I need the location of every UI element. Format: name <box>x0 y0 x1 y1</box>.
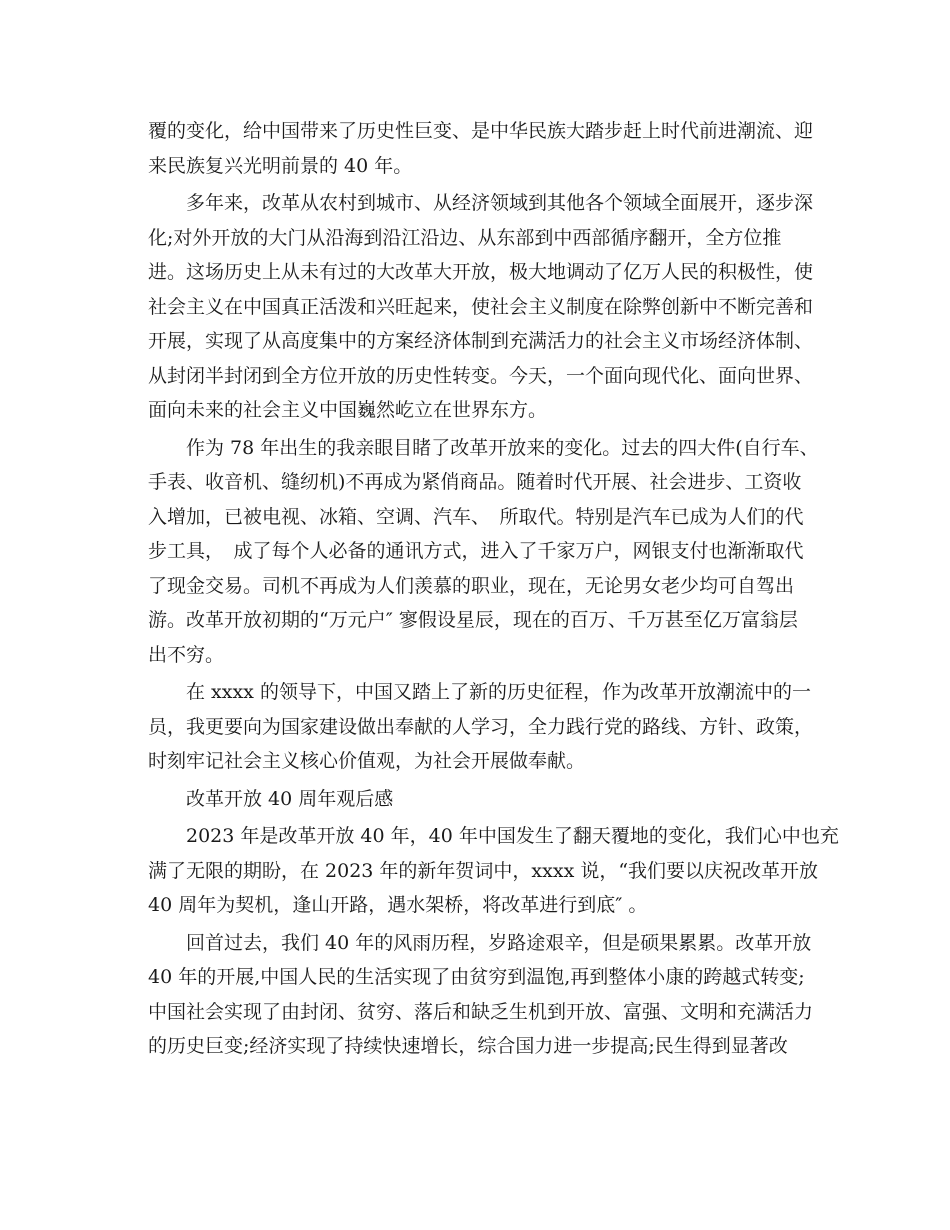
text-line: 作为 78 年出生的我亲眼目睹了改革开放来的变化。过去的四大件(自行车、 <box>186 436 819 459</box>
document-body <box>148 114 839 1064</box>
text-line: 40 年的开展,中国人民的生活实现了由贫穷到温饱,再到整体小康的跨越式转变; <box>148 966 805 988</box>
text-line: 在 xxxx 的领导下，中国又踏上了新的历史征程，作为改革开放潮流中的一 <box>186 681 811 703</box>
text-line: 的历史巨变;经济实现了持续快速增长，综合国力进一步提高;民生得到显著改 <box>148 1035 788 1057</box>
text-line: 面向未来的社会主义中国巍然屹立在世界东方。 <box>148 399 548 421</box>
text-line: 出不穷。 <box>148 643 225 666</box>
text-line: 步工具， 成了每个人必备的通讯方式，进入了千家万户，网银支付也渐渐取代 <box>148 540 804 562</box>
text-line: 中国社会实现了由封闭、贫穷、落后和缺乏生机到开放、富强、文明和充满活力 <box>148 1000 814 1023</box>
text-line: 改革开放 40 周年观后感 <box>186 787 394 810</box>
text-line: 入增加，已被电视、冰箱、空调、汽车、 所取代。特别是汽车已成为人们的代 <box>148 505 804 528</box>
text-line: 来民族复兴光明前景的 40 年。 <box>148 154 413 177</box>
text-line: 回首过去，我们 40 年的风雨历程，岁路途艰辛，但是硕果累累。改革开放 <box>186 931 812 954</box>
text-line: 多年来，改革从农村到城市、从经济领域到其他各个领域全面展开，逐步深 <box>186 192 814 214</box>
text-line: 2023 年是改革开放 40 年，40 年中国发生了翻天覆地的变化，我们心中也充 <box>186 825 839 847</box>
text-line: 40 周年为契机，逢山开路，遇水架桥，将改革进行到底″ 。 <box>148 894 648 916</box>
text-line: 开展，实现了从高度集中的方案经济体制到充满活力的社会主义市场经济体制、 <box>148 330 814 352</box>
text-line: 进。这场历史上从未有过的大改革大开放，极大地调动了亿万人民的积极性，使 <box>148 261 814 283</box>
text-line: 社会主义在中国真正活泼和兴旺起来，使社会主义制度在除弊创新中不断完善和 <box>148 295 814 318</box>
text-line: 满了无限的期盼，在 2023 年的新年贺词中，xxxx 说，“我们要以庆祝改革开放 <box>148 859 819 882</box>
text-line: 了现金交易。司机不再成为人们羡慕的职业，现在，无论男女老少均可自驾出 <box>148 574 795 597</box>
text-line: 时刻牢记社会主义核心价值观，为社会开展做奉献。 <box>148 750 586 772</box>
text-line: 覆的变化，给中国带来了历史性巨变、是中华民族大踏步赶上时代前进潮流、迎 <box>148 120 814 142</box>
text-line: 从封闭半封闭到全方位开放的历史性转变。今天，一个面向现代化、面向世界、 <box>148 364 814 387</box>
text-line: 化;对外开放的大门从沿海到沿江沿边、从东部到中西部循序翻开，全方位推 <box>148 226 782 249</box>
text-line: 手表、收音机、缝纫机)不再成为紧俏商品。随着时代开展、社会进步、工资收 <box>148 471 802 493</box>
text-line: 游。改革开放初期的“万元户″ 寥假设星辰，现在的百万、千万甚至亿万富翁层 <box>148 609 798 631</box>
text-line: 员，我更要向为国家建设做出奉献的人学习，全力践行党的路线、方针、政策， <box>148 715 814 738</box>
